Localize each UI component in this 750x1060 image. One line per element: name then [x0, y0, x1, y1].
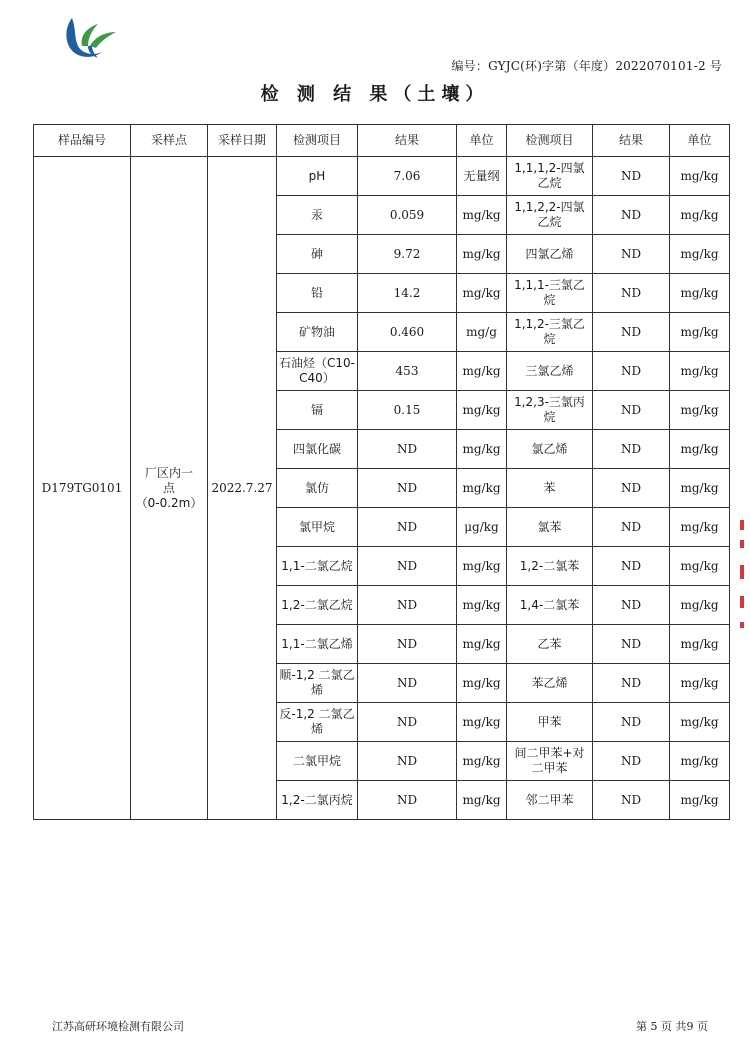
unit-1-cell: mg/kg [457, 742, 507, 781]
company-name: 江苏高研环境检测有限公司 [52, 1020, 184, 1033]
test-item-2-cell: 乙苯 [507, 625, 593, 664]
test-item-1-cell: 1,1-二氯乙烯 [277, 625, 358, 664]
result-1-cell: ND [358, 547, 457, 586]
unit-2-cell: mg/kg [670, 274, 730, 313]
test-item-1-cell: 氯甲烷 [277, 508, 358, 547]
test-item-2-cell: 邻二甲苯 [507, 781, 593, 820]
test-item-2-cell: 氯乙烯 [507, 430, 593, 469]
test-item-2-cell: 甲苯 [507, 703, 593, 742]
unit-2-cell: mg/kg [670, 235, 730, 274]
result-2-cell: ND [593, 274, 670, 313]
test-item-2-cell: 1,2,3-三氯丙烷 [507, 391, 593, 430]
result-2-cell: ND [593, 157, 670, 196]
unit-1-cell: mg/kg [457, 235, 507, 274]
test-item-2-cell: 四氯乙烯 [507, 235, 593, 274]
unit-2-cell: mg/kg [670, 430, 730, 469]
test-item-1-cell: 1,2-二氯丙烷 [277, 781, 358, 820]
test-item-1-cell: 二氯甲烷 [277, 742, 358, 781]
result-1-cell: ND [358, 703, 457, 742]
test-item-1-cell: 汞 [277, 196, 358, 235]
result-2-cell: ND [593, 703, 670, 742]
header-unit-2: 单位 [670, 125, 730, 157]
test-item-2-cell: 苯 [507, 469, 593, 508]
table-row [34, 157, 730, 196]
sample-date-cell: 2022.7.27 [208, 157, 277, 820]
unit-1-cell: mg/kg [457, 781, 507, 820]
unit-2-cell: mg/kg [670, 469, 730, 508]
result-2-cell: ND [593, 781, 670, 820]
test-item-2-cell: 1,1,2,2-四氯乙烷 [507, 196, 593, 235]
test-item-1-cell: 顺-1,2 二氯乙烯 [277, 664, 358, 703]
unit-1-cell: mg/kg [457, 274, 507, 313]
test-item-1-cell: pH [277, 157, 358, 196]
unit-2-cell: mg/kg [670, 313, 730, 352]
test-item-1-cell: 1,1-二氯乙烷 [277, 547, 358, 586]
unit-2-cell: mg/kg [670, 547, 730, 586]
result-2-cell: ND [593, 586, 670, 625]
test-item-1-cell: 氯仿 [277, 469, 358, 508]
test-item-1-cell: 镉 [277, 391, 358, 430]
test-item-1-cell: 四氯化碳 [277, 430, 358, 469]
sample-point-line: 点 [162, 480, 175, 495]
result-1-cell: 14.2 [358, 274, 457, 313]
unit-2-cell: mg/kg [670, 703, 730, 742]
seal-edge-mark [740, 596, 744, 608]
test-item-1-cell: 反-1,2 二氯乙烯 [277, 703, 358, 742]
unit-1-cell: mg/kg [457, 586, 507, 625]
unit-2-cell: mg/kg [670, 781, 730, 820]
test-item-1-cell: 铅 [277, 274, 358, 313]
result-2-cell: ND [593, 235, 670, 274]
unit-1-cell: 无量纲 [457, 157, 507, 196]
test-item-1-cell: 1,2-二氯乙烷 [277, 586, 358, 625]
result-2-cell: ND [593, 547, 670, 586]
test-item-2-cell: 1,1,1-三氯乙烷 [507, 274, 593, 313]
result-1-cell: ND [358, 742, 457, 781]
unit-1-cell: mg/g [457, 313, 507, 352]
header-sample-date: 采样日期 [208, 125, 277, 157]
sample-id-cell: D179TG0101 [34, 157, 131, 820]
unit-2-cell: mg/kg [670, 742, 730, 781]
page-title: 检 测 结 果（土壤） [260, 84, 490, 105]
result-2-cell: ND [593, 352, 670, 391]
result-1-cell: ND [358, 508, 457, 547]
test-item-1-cell: 矿物油 [277, 313, 358, 352]
sample-point-line: 厂区内一 [144, 465, 193, 480]
result-1-cell: ND [358, 430, 457, 469]
test-item-1-cell: 砷 [277, 235, 358, 274]
header-test-item-2: 检测项目 [507, 125, 593, 157]
result-1-cell: ND [358, 781, 457, 820]
result-2-cell: ND [593, 742, 670, 781]
result-1-cell: 453 [358, 352, 457, 391]
result-2-cell: ND [593, 430, 670, 469]
result-2-cell: ND [593, 313, 670, 352]
unit-1-cell: mg/kg [457, 664, 507, 703]
result-1-cell: 0.15 [358, 391, 457, 430]
unit-2-cell: mg/kg [670, 157, 730, 196]
test-item-2-cell: 氯苯 [507, 508, 593, 547]
unit-1-cell: mg/kg [457, 391, 507, 430]
unit-2-cell: mg/kg [670, 508, 730, 547]
table-header-row [34, 125, 730, 157]
seal-edge-mark [740, 565, 744, 579]
sample-point-line: （0-0.2m） [135, 495, 203, 510]
unit-2-cell: mg/kg [670, 352, 730, 391]
result-2-cell: ND [593, 625, 670, 664]
result-1-cell: 0.059 [358, 196, 457, 235]
unit-1-cell: mg/kg [457, 430, 507, 469]
unit-1-cell: mg/kg [457, 352, 507, 391]
company-logo-icon [58, 16, 120, 62]
result-1-cell: 0.460 [358, 313, 457, 352]
result-1-cell: ND [358, 586, 457, 625]
unit-1-cell: mg/kg [457, 547, 507, 586]
page-number: 第 5 页 共9 页 [636, 1020, 708, 1033]
test-item-2-cell: 1,4-二氯苯 [507, 586, 593, 625]
test-item-2-cell: 苯乙烯 [507, 664, 593, 703]
seal-edge-mark [740, 540, 744, 548]
test-item-2-cell: 1,1,1,2-四氯乙烷 [507, 157, 593, 196]
result-1-cell: 7.06 [358, 157, 457, 196]
header-sample-point: 采样点 [131, 125, 208, 157]
header-result-1: 结果 [358, 125, 457, 157]
unit-2-cell: mg/kg [670, 391, 730, 430]
header-test-item-1: 检测项目 [277, 125, 358, 157]
unit-2-cell: mg/kg [670, 664, 730, 703]
unit-1-cell: mg/kg [457, 625, 507, 664]
seal-edge-mark [740, 520, 744, 530]
unit-1-cell: mg/kg [457, 469, 507, 508]
results-table [33, 124, 730, 820]
unit-1-cell: mg/kg [457, 196, 507, 235]
result-2-cell: ND [593, 664, 670, 703]
header-unit-1: 单位 [457, 125, 507, 157]
unit-1-cell: μg/kg [457, 508, 507, 547]
unit-1-cell: mg/kg [457, 703, 507, 742]
unit-2-cell: mg/kg [670, 586, 730, 625]
test-item-2-cell: 间二甲苯+对二甲苯 [507, 742, 593, 781]
result-2-cell: ND [593, 196, 670, 235]
test-item-2-cell: 1,1,2-三氯乙烷 [507, 313, 593, 352]
unit-2-cell: mg/kg [670, 196, 730, 235]
result-1-cell: ND [358, 625, 457, 664]
sample-point-cell [131, 157, 208, 820]
result-1-cell: 9.72 [358, 235, 457, 274]
result-1-cell: ND [358, 469, 457, 508]
result-2-cell: ND [593, 469, 670, 508]
test-item-2-cell: 1,2-二氯苯 [507, 547, 593, 586]
unit-2-cell: mg/kg [670, 625, 730, 664]
header-result-2: 结果 [593, 125, 670, 157]
test-item-1-cell: 石油烃（C10-C40） [277, 352, 358, 391]
result-2-cell: ND [593, 391, 670, 430]
result-1-cell: ND [358, 664, 457, 703]
seal-edge-mark [740, 622, 744, 628]
result-2-cell: ND [593, 508, 670, 547]
document-number: 编号：GYJC(环)字第（年度）2022070101-2 号 [451, 59, 722, 73]
test-item-2-cell: 三氯乙烯 [507, 352, 593, 391]
header-sample-id: 样品编号 [34, 125, 131, 157]
results-table-body [34, 125, 730, 820]
